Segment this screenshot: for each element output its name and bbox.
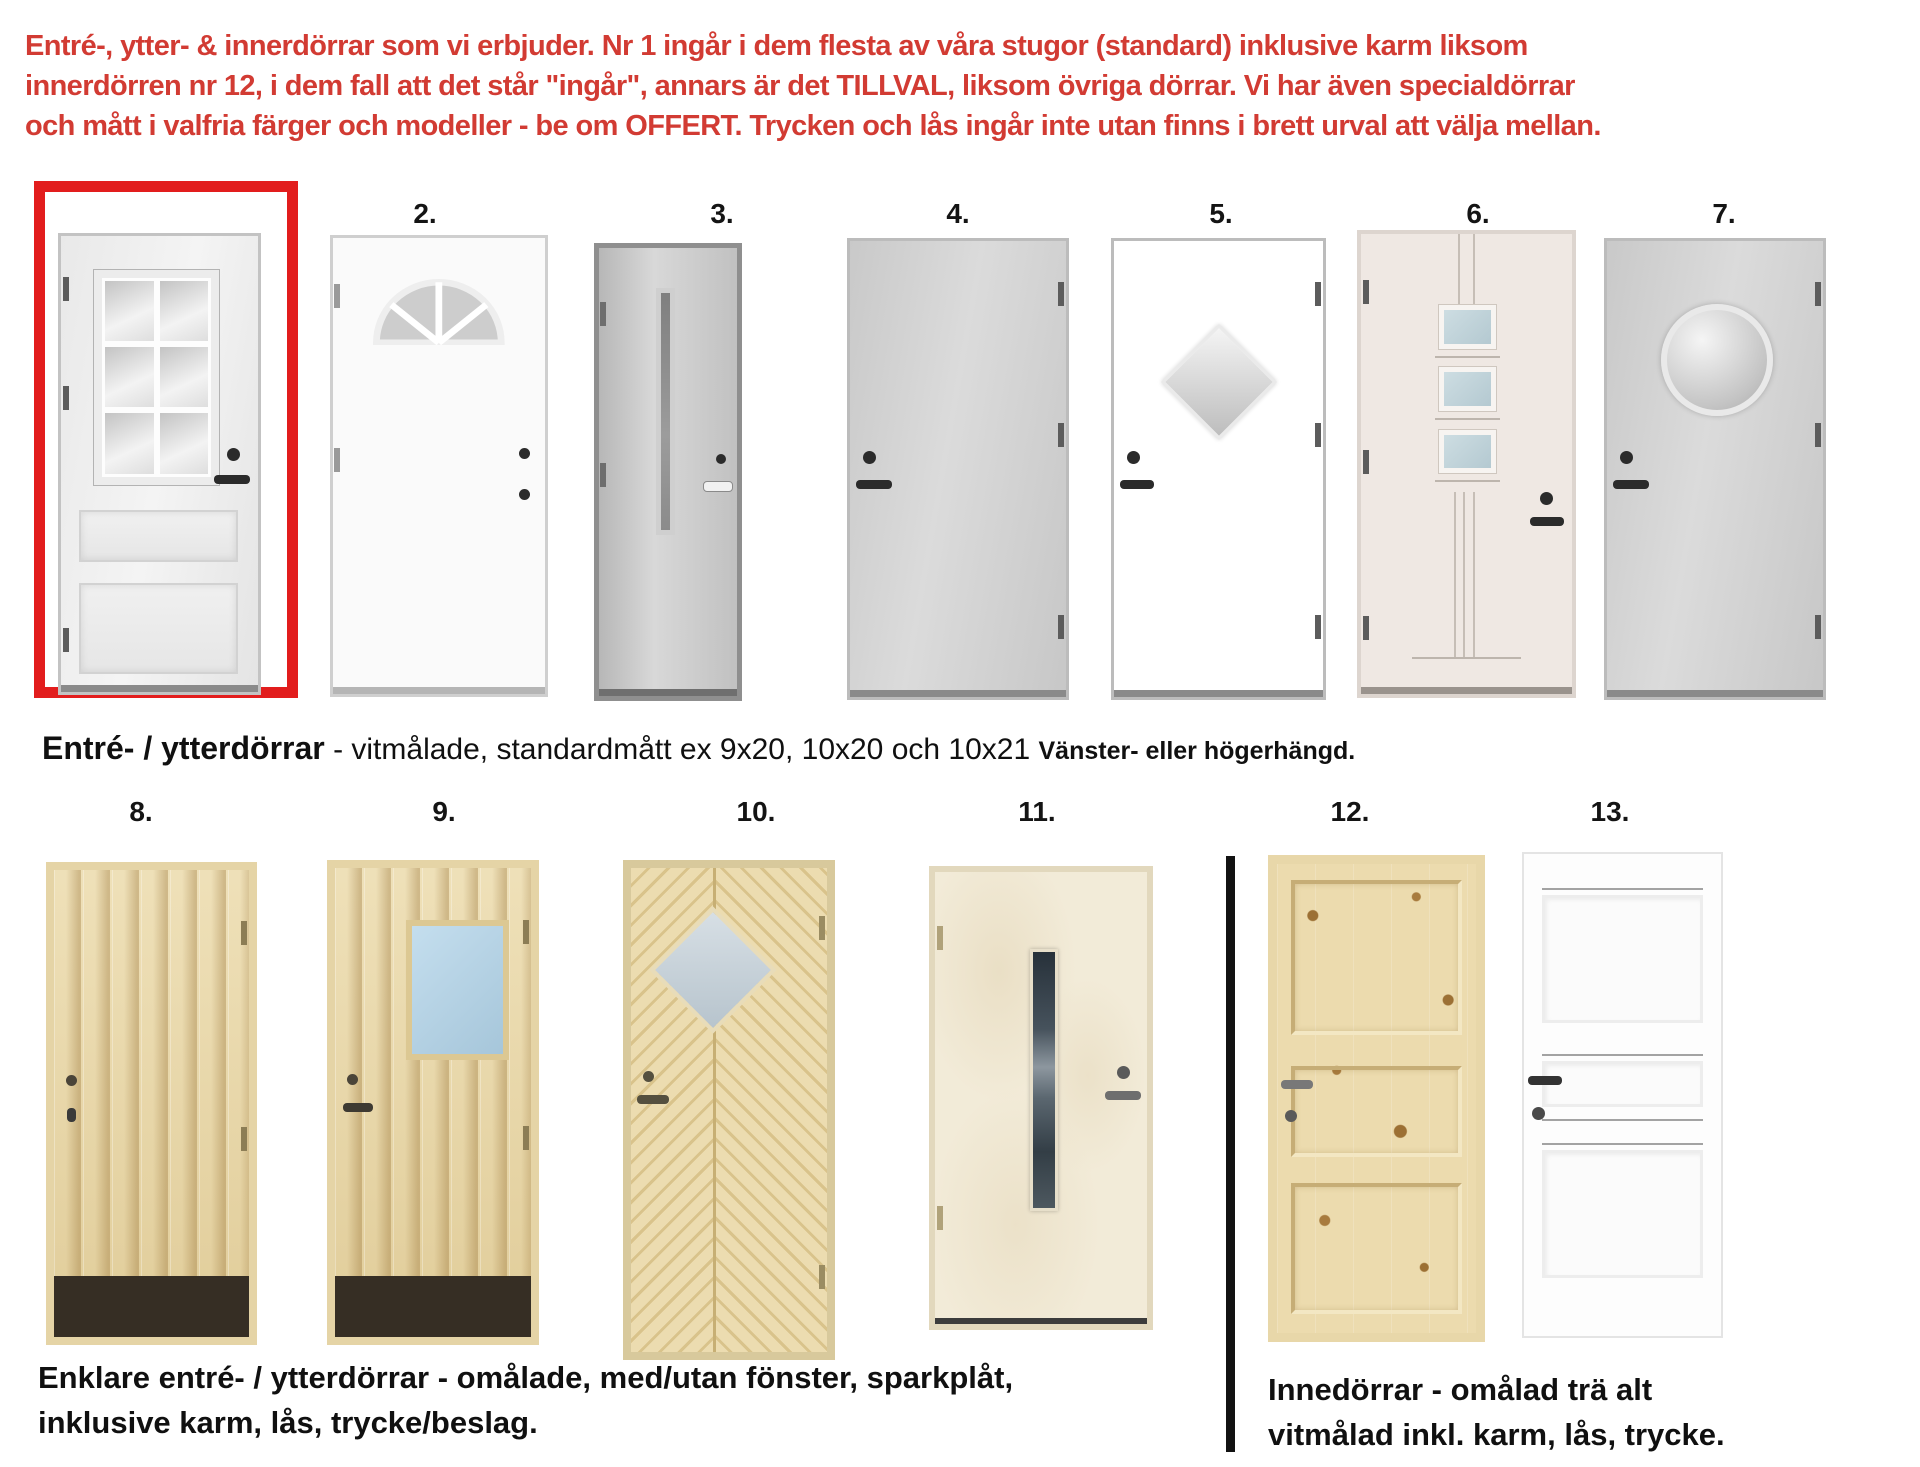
row1-caption-description: - vitmålade, standardmått ex 9x20, 10x20 och 10x21 <box>324 733 1039 766</box>
door-hinge <box>241 1127 247 1151</box>
door-hinge <box>1363 450 1369 474</box>
door-lock-knob <box>227 448 240 461</box>
heading-line-3: och mått i valfria färger och modeller - be om OFFERT. Trycken och lås ingår inte utan finns i brett urval att välja mellan. <box>25 110 1601 142</box>
door-hinge <box>1058 282 1064 306</box>
door-hinge <box>334 284 340 308</box>
door-kick-plate <box>335 1276 531 1337</box>
door-1-window-grid <box>94 270 218 484</box>
door-8-image <box>46 862 257 1345</box>
door-lock-knob <box>1540 492 1553 505</box>
door-5-image <box>1111 238 1326 700</box>
row1-caption-note: Vänster- eller högerhängd. <box>1038 737 1356 765</box>
door-1-panel-upper <box>79 510 239 562</box>
door-handle <box>703 481 733 492</box>
door-hinge <box>241 921 247 945</box>
heading-line-1: Entré-, ytter- & innerdörrar som vi erbjuder. Nr 1 ingår i dem flesta av våra stugor (standard) inklusive karm liksom <box>25 30 1528 62</box>
door-6-window <box>1439 305 1496 349</box>
door-13-panel-bottom <box>1542 1150 1704 1278</box>
door-hinge <box>1815 615 1821 639</box>
door-13-number: 13. <box>1590 796 1630 827</box>
door-handle <box>1613 480 1649 489</box>
door-hinge <box>819 1265 825 1289</box>
door-5-diamond-window <box>1161 324 1277 440</box>
door-11-number: 11. <box>1018 796 1056 827</box>
door-9-window <box>406 920 510 1061</box>
door-handle <box>343 1103 373 1112</box>
door-hinge <box>600 302 606 326</box>
door-hinge <box>63 628 69 652</box>
door-hinge <box>1315 615 1321 639</box>
section-divider <box>1226 856 1235 1452</box>
door-handle <box>214 475 250 484</box>
door-7-porthole-window <box>1661 304 1773 416</box>
door-hinge <box>523 920 529 944</box>
door-6-image <box>1357 230 1576 698</box>
door-hinge <box>1363 616 1369 640</box>
row2-caption-right-line-2: vitmålad inkl. karm, lås, trycke. <box>1268 1417 1725 1452</box>
door-hinge <box>523 1126 529 1150</box>
row1-caption-title: Entré- / ytterdörrar <box>42 730 325 766</box>
door-hinge <box>1058 423 1064 447</box>
door-hinge <box>1058 615 1064 639</box>
door-sill <box>1361 687 1572 694</box>
row2-caption-left-line-2: inklusive karm, lås, trycke/beslag. <box>38 1405 538 1440</box>
door-10-number: 10. <box>736 796 776 827</box>
door-8-number: 8. <box>129 796 153 827</box>
door-2-image <box>330 235 548 697</box>
door-kick-plate <box>54 1276 249 1337</box>
door-12-panel-bottom <box>1291 1183 1462 1314</box>
door-handle <box>1120 480 1154 489</box>
door-hinge <box>1315 282 1321 306</box>
door-13-panel-top <box>1542 895 1704 1023</box>
door-handle <box>856 480 892 489</box>
door-3-image <box>594 243 742 701</box>
door-6-window <box>1439 367 1496 411</box>
door-keyhole <box>67 1108 76 1122</box>
door-12-image <box>1268 855 1485 1342</box>
door-hinge <box>1815 282 1821 306</box>
door-handle <box>1105 1091 1141 1100</box>
door-12-panel-middle <box>1291 1066 1462 1157</box>
door-sill <box>599 689 737 696</box>
door-2-number: 2. <box>413 198 437 229</box>
door-lock-knob <box>1532 1107 1545 1120</box>
door-sill <box>1607 690 1823 697</box>
door-handle <box>637 1095 669 1104</box>
heading-line-2: innerdörren nr 12, i dem fall att det står "ingår", annars är det TILLVAL, liksom övriga dörrar. Vi har även specialdörrar <box>25 70 1575 102</box>
door-1-panel-lower <box>79 583 239 674</box>
page-heading <box>25 26 1601 146</box>
row2-caption-left <box>38 1355 1013 1445</box>
door-hinge <box>1363 280 1369 304</box>
row2-caption-right <box>1268 1367 1725 1457</box>
door-12-number: 12. <box>1330 796 1370 827</box>
row2-caption-left-line-1: Enklare entré- / ytterdörrar - omålade, med/utan fönster, sparkplåt, <box>38 1360 1014 1395</box>
door-hinge <box>63 277 69 301</box>
door-handle <box>1281 1080 1313 1089</box>
door-1-image <box>58 233 261 695</box>
door-6-window <box>1439 430 1496 474</box>
door-hinge <box>1815 423 1821 447</box>
door-3-number: 3. <box>710 198 734 229</box>
door-13-panel-middle <box>1542 1061 1704 1107</box>
door-9-image <box>327 860 539 1345</box>
door-lock-knob <box>519 489 530 500</box>
door-4-image <box>847 238 1069 700</box>
row2-caption-right-line-1: Innedörrar - omålad trä alt <box>1268 1372 1653 1407</box>
door-hinge <box>63 386 69 410</box>
door-5-number: 5. <box>1209 198 1233 229</box>
door-hinge <box>1315 423 1321 447</box>
door-11-image <box>929 866 1153 1330</box>
row1-caption <box>42 730 1355 767</box>
door-lock-knob <box>716 454 726 464</box>
door-lock-knob <box>643 1071 654 1082</box>
door-sill <box>935 1318 1147 1324</box>
door-handle <box>1528 1076 1562 1085</box>
door-3-glass-strip <box>656 288 675 534</box>
door-11-glass-strip <box>1030 949 1058 1211</box>
door-13-image <box>1522 852 1723 1338</box>
door-12-panel-top <box>1291 880 1462 1035</box>
door-lock-knob <box>1620 451 1633 464</box>
door-hinge <box>600 463 606 487</box>
door-lock-knob <box>863 451 876 464</box>
door-hinge <box>334 448 340 472</box>
door-hinge <box>937 1206 943 1230</box>
door-9-number: 9. <box>432 796 456 827</box>
door-lock-knob <box>1127 451 1140 464</box>
door-sill <box>1114 690 1323 697</box>
door-sill <box>333 687 545 694</box>
door-7-number: 7. <box>1712 198 1736 229</box>
door-10-image <box>623 860 835 1360</box>
door-sill <box>61 685 258 692</box>
door-6-number: 6. <box>1466 198 1490 229</box>
door-hinge <box>819 916 825 940</box>
door-lock-knob <box>519 448 530 459</box>
door-4-number: 4. <box>946 198 970 229</box>
door-2-fan-window <box>371 277 507 345</box>
door-sill <box>850 690 1066 697</box>
door-handle <box>1530 517 1564 526</box>
door-hinge <box>937 926 943 950</box>
door-7-image <box>1604 238 1826 700</box>
